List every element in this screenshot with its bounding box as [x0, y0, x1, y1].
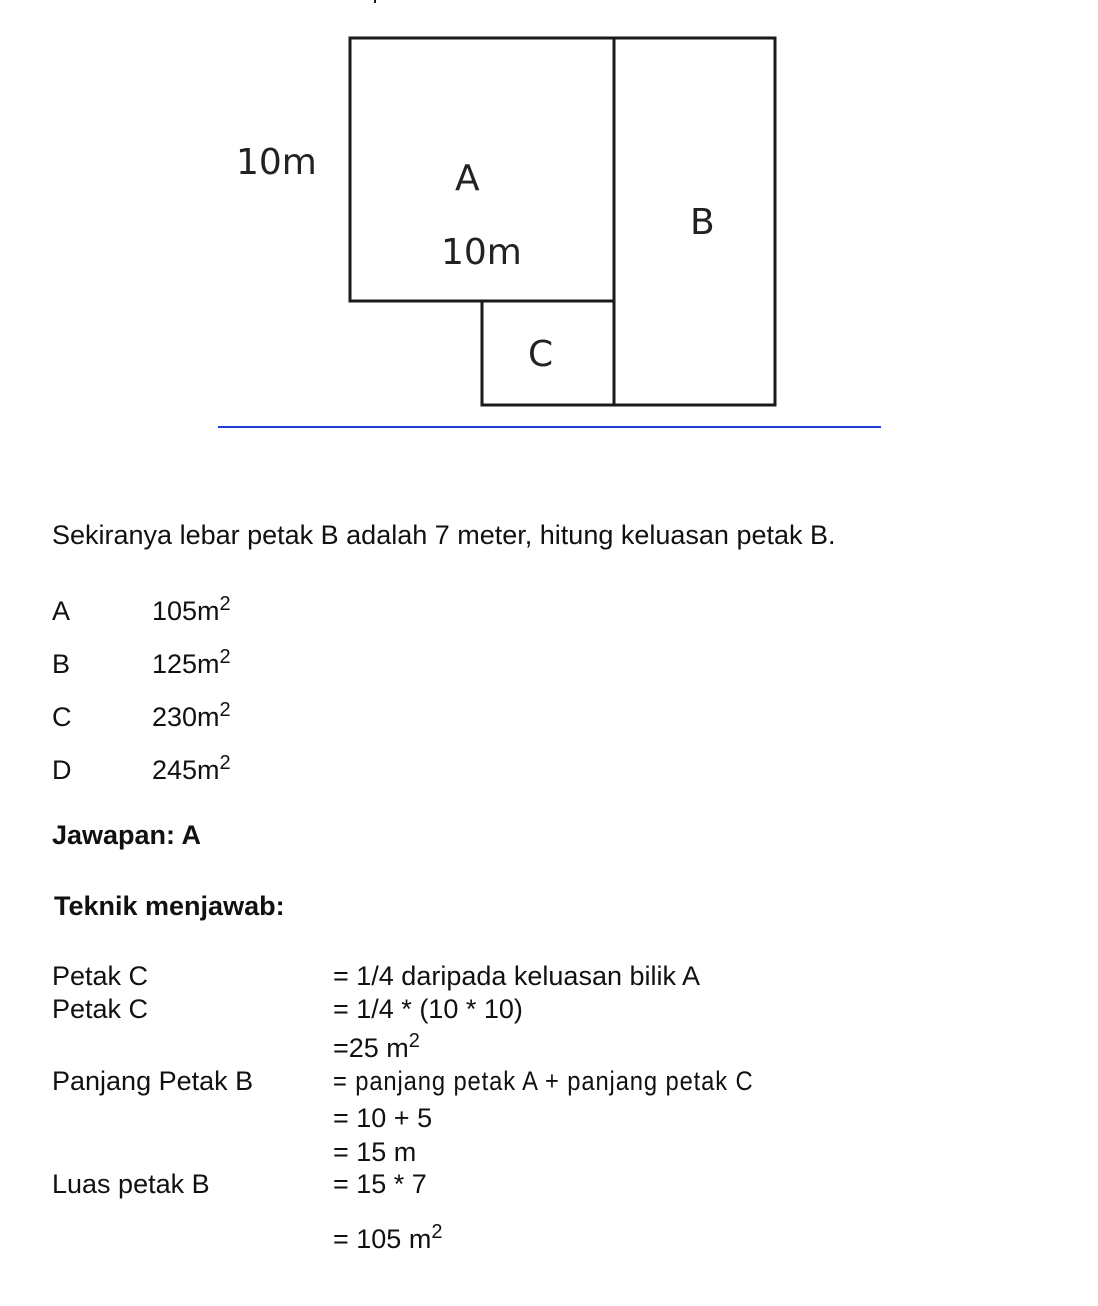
working-value: = 10 + 5 — [333, 1103, 433, 1133]
working-value: = 15 * 7 — [333, 1169, 427, 1199]
option-value: $245m^2$ — [152, 752, 231, 785]
option-letter: B — [52, 649, 71, 679]
bottom-dimension-label: 10m — [441, 232, 522, 273]
plot-a-label: A — [455, 158, 480, 199]
plot-diagram — [0, 0, 1098, 450]
working-value: = 105 $m^2$ — [333, 1221, 443, 1254]
working-label: Petak C — [52, 994, 149, 1024]
working-value: = 1/4 daripada keluasan bilik A — [333, 961, 701, 991]
working-value: = 15 m — [333, 1137, 417, 1167]
plot-c-label: C — [528, 334, 554, 375]
working-label: Petak C — [52, 961, 149, 991]
option-letter: A — [52, 596, 71, 626]
working-value: = panjang petak A + panjang petak C — [333, 1066, 754, 1096]
working-value: =25 $m^2$ — [333, 1030, 420, 1063]
working-label: Panjang Petak B — [52, 1066, 254, 1096]
left-dimension-label: 10m — [236, 142, 317, 183]
technique-title: Teknik menjawab: — [54, 891, 285, 921]
option-value: $125m^2$ — [152, 646, 231, 679]
working-value: = 1/4 * (10 * 10) — [333, 994, 523, 1024]
option-value: $105m^2$ — [152, 593, 231, 626]
option-letter: D — [52, 755, 72, 785]
plot-b-label: B — [690, 202, 715, 243]
question-text: Sekiranya lebar petak B adalah 7 meter, hitung keluasan petak B. — [52, 520, 836, 550]
working-label: Luas petak B — [52, 1169, 210, 1199]
option-letter: C — [52, 702, 72, 732]
option-value: $230m^2$ — [152, 699, 231, 732]
answer-text: Jawapan: A — [52, 820, 202, 850]
